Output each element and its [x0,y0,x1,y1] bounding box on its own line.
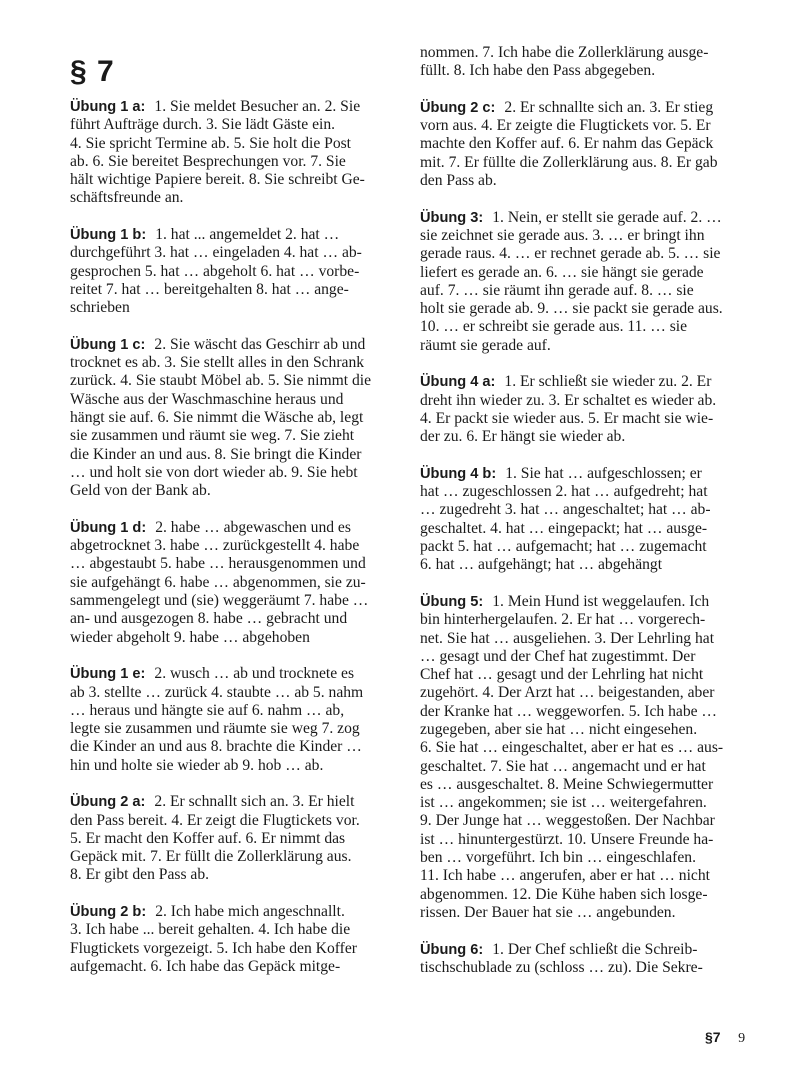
exercise-line [70,226,390,244]
exercise-line: Chef hat … gesagt und der Lehrling hat nicht [420,666,704,684]
exercise-line: abgenommen. 12. Die Kühe haben sich losge- [420,885,708,903]
exercise-line: hält wichtige Papiere bereit. 8. Sie schreibt Ge- [70,171,365,189]
exercise-line: die Kinder an und aus. 8. Sie bringt die Kinder [70,445,362,463]
exercise-line [420,593,740,611]
exercise-line: 4. Er packt sie wieder aus. 5. Er macht sie wie- [420,409,714,427]
exercise-line: die Kinder an und aus 8. brachte die Kinder … [70,738,362,756]
exercise-line: Wäsche aus der Waschmaschine heraus und [70,390,344,408]
exercise-label: Übung 1 c: [70,336,146,353]
exercise-line [70,98,390,116]
exercise-line: an- und ausgezogen 8. habe … gebracht und [70,610,348,628]
exercise-line: den Pass bereit. 4. Er zeigt die Flugtickets vor. [70,811,360,829]
exercise-line: hängt sie auf. 6. Sie nimmt die Wäsche ab, legt [70,409,364,427]
exercise-label: Übung 1 d: [70,519,147,536]
exercise-line: ist … angekommen; sie ist … weitergefahren. [420,794,707,812]
exercise-line: … zugedreht 3. hat … angeschaltet; hat … ab- [420,501,711,519]
exercise-line [70,519,390,537]
exercise-label: Übung 3: [420,209,484,226]
exercise-line [420,373,740,391]
exercise-line: geschaltet. 7. Sie hat … angemacht und er hat [420,757,706,775]
exercise-block [70,519,390,647]
exercise-text: 1. Der Chef schließt die Schreib- [492,940,698,958]
exercise-line: 4. Sie spricht Termine ab. 5. Sie holt die Post [70,134,352,152]
exercise-block [70,903,390,976]
exercise-line: 9. Der Junge hat … weggestoßen. Der Nachbar [420,812,715,830]
exercise-block [420,209,740,355]
exercise-block [420,99,740,190]
exercise-line [420,941,740,959]
exercise-line: vorn aus. 4. Er zeigte die Flugtickets vor. 5. Er [420,117,711,135]
exercise-line [420,209,740,227]
exercise-line: machte den Koffer auf. 6. Er nahm das Gepäck [420,135,714,153]
exercise-line: net. Sie hat … ausgeliehen. 3. Der Lehrling hat [420,629,715,647]
exercise-label: Übung 1 b: [70,227,147,244]
exercise-line: sie aufgehängt 6. habe … abgenommen, sie zu- [70,573,366,591]
section-title: § 7 [70,55,115,88]
exercise-line: schäftsfreunde an. [70,189,184,207]
exercise-line: zugegeben, aber sie hat … nicht eingesehen. [420,720,698,738]
exercise-line: gesprochen 5. hat … abgeholt 6. hat … vorbe- [70,262,360,280]
exercise-label: Übung 4 a: [420,374,496,391]
exercise-line: 5. Er macht den Koffer auf. 6. Er nimmt das [70,829,346,847]
exercise-text: 1. Sie hat … aufgeschlossen; er [505,464,702,482]
exercise-text: 1. hat ... angemeldet 2. hat … [155,226,340,244]
exercise-line [70,336,390,354]
exercise-line: zugehört. 4. Der Arzt hat … beigestanden, aber [420,684,715,702]
exercise-label: Übung 5: [420,593,484,610]
exercise-line [420,465,740,483]
exercise-line [420,99,740,117]
exercise-line: 6. hat … aufgehängt; hat … abgehängt [420,556,663,574]
exercise-label: Übung 6: [420,941,484,958]
exercise-line: der Kranke hat … weggeworfen. 5. Ich habe … [420,702,718,720]
exercise-line: trocknet es ab. 3. Sie stellt alles in den Schrank [70,354,365,372]
exercise-line: holt sie gerade ab. 9. … sie packt sie gerade aus. [420,300,723,318]
exercise-line: sie zusammen und räumt sie weg. 7. Sie zieht [70,427,355,445]
exercise-line: geschaltet. 4. hat … eingepackt; hat … ausge- [420,519,708,537]
exercise-text: 1. Er schließt sie wieder zu. 2. Er [504,373,712,391]
exercise-line: füllt. 8. Ich habe den Pass abgegeben. [420,62,656,80]
exercise-line: sammengelegt und (sie) weggeräumt 7. habe … [70,592,369,610]
exercise-line: liefert es gerade an. 6. … sie hängt sie gerade [420,263,704,281]
exercise-line: 3. Ich habe ... bereit gehalten. 4. Ich habe die [70,921,351,939]
exercise-line: es … ausgeschaltet. 8. Meine Schwiegermutter [420,775,714,793]
exercise-line: nommen. 7. Ich habe die Zollerklärung ausge- [420,44,709,61]
exercise-line: 8. Er gibt den Pass ab. [70,866,210,884]
exercise-line: Flugtickets vorgezeigt. 5. Ich habe den Koffer [70,939,357,957]
exercise-line: legte sie zusammen und räumte sie weg 7. zog [70,720,360,738]
exercise-line: auf. 7. … sie räumt ihn gerade auf. 8. … sie [420,281,694,299]
exercise-label: Übung 4 b: [420,465,497,482]
exercise-line: hat … zugeschlossen 2. hat … aufgedreht; hat [420,483,708,501]
exercise-block [70,336,390,501]
exercise-line: tischschublade zu (schloss … zu). Die Sekre- [420,958,703,976]
exercise-block [420,941,740,978]
exercise-line: 6. Sie hat … eingeschaltet, aber er hat es … aus- [420,739,724,757]
exercise-line: bin hinterhergelaufen. 2. Er hat … vorgerech- [420,611,706,629]
exercise-line: … abgestaubt 5. habe … herausgenommen und [70,555,366,573]
left-column [70,98,390,976]
exercise-line: abgetrocknet 3. habe … zurückgestellt 4. habe [70,537,360,555]
exercise-line: gerade raus. 4. … er rechnet gerade ab. 5. … sie [420,245,721,263]
exercise-line: reitet 7. hat … bereitgehalten 8. hat … ange- [70,280,349,298]
exercise-line: wieder abgeholt 9. habe … abgehoben [70,628,310,646]
exercise-text: 2. wusch … ab und trocknete es [154,665,355,683]
exercise-line: Geld von der Bank ab. [70,482,211,500]
footer-section-label: §7 [705,1029,721,1045]
exercise-line: ben … vorgeführt. Ich bin … eingeschlafen. [420,849,696,867]
exercise-block [70,793,390,884]
exercise-line: sie zeichnet sie gerade aus. 3. … er bringt ihn [420,226,705,244]
exercise-line: … gesagt und der Chef hat zugestimmt. Der [420,647,696,665]
exercise-line: 11. Ich habe … angerufen, aber er hat … nicht [420,867,710,885]
exercise-line [70,903,390,921]
exercise-label: Übung 2 a: [70,794,146,811]
exercise-line: 10. … er schreibt sie gerade aus. 11. … sie [420,318,688,336]
continued-exercise-text [420,44,740,81]
exercise-line: durchgeführt 3. hat … eingeladen 4. hat … ab- [70,244,362,262]
exercise-line: mit. 7. Er füllte die Zollerklärung aus. 8. Er gab [420,153,718,171]
exercise-line: hin und holte sie wieder ab 9. hob … ab. [70,756,324,774]
exercise-text: 2. Sie wäscht das Geschirr ab und [154,335,366,353]
exercise-line: packt 5. hat … aufgemacht; hat … zugemacht [420,538,707,556]
exercise-line: der zu. 6. Er hängt sie wieder ab. [420,428,626,446]
exercise-line: zurück. 4. Sie staubt Möbel ab. 5. Sie nimmt die [70,372,372,390]
exercise-block [70,665,390,775]
exercise-line: ist … hinuntergestürzt. 10. Unsere Freunde ha- [420,830,714,848]
exercise-line: ab 3. stellte … zurück 4. staubte … ab 5. nahm [70,683,364,701]
exercise-line: ab. 6. Sie bereitet Besprechungen vor. 7. Sie [70,152,346,170]
exercise-line: dreht ihn wieder zu. 3. Er schaltet es wieder ab. [420,391,717,409]
exercise-block [70,98,390,208]
exercise-text: 1. Nein, er stellt sie gerade auf. 2. … [492,208,722,226]
exercise-text: 2. Er schnallte sich an. 3. Er stieg [504,98,714,116]
exercise-text: 2. habe … abgewaschen und es [155,518,351,536]
exercise-text: 2. Er schnallt sich an. 3. Er hielt [154,793,355,811]
exercise-line: aufgemacht. 6. Ich habe das Gepäck mitge- [70,957,341,975]
exercise-label: Übung 1 a: [70,99,146,115]
exercise-label: Übung 2 c: [420,99,496,116]
exercise-line: rissen. Der Bauer hat sie … angebunden. [420,903,676,921]
exercise-line: … und holt sie von dort wieder ab. 9. Sie hebt [70,463,358,481]
exercise-line: schrieben [70,299,130,317]
exercise-text: 2. Ich habe mich angeschnallt. [155,903,345,921]
exercise-line: räumt sie gerade auf. [420,336,551,354]
exercise-block [420,373,740,446]
exercise-text: 1. Sie meldet Besucher an. 2. Sie [154,98,361,115]
exercise-line: führt Aufträge durch. 3. Sie lädt Gäste ein. [70,116,336,134]
exercise-line [70,793,390,811]
exercise-line [70,665,390,683]
exercise-label: Übung 2 b: [70,904,147,921]
exercise-block [420,593,740,922]
exercise-text: 1. Mein Hund ist weggelaufen. Ich [492,592,710,610]
exercise-block [70,226,390,317]
page-footer [705,1028,745,1048]
page-number: 9 [738,1031,746,1046]
exercise-label: Übung 1 e: [70,666,146,683]
exercise-line: Gepäck mit. 7. Er füllt die Zollerklärung aus. [70,848,352,866]
right-column [420,44,740,977]
exercise-line: … heraus und hängte sie auf 6. nahm … ab, [70,701,345,719]
exercise-block [420,465,740,575]
exercise-line: den Pass ab. [420,172,497,190]
